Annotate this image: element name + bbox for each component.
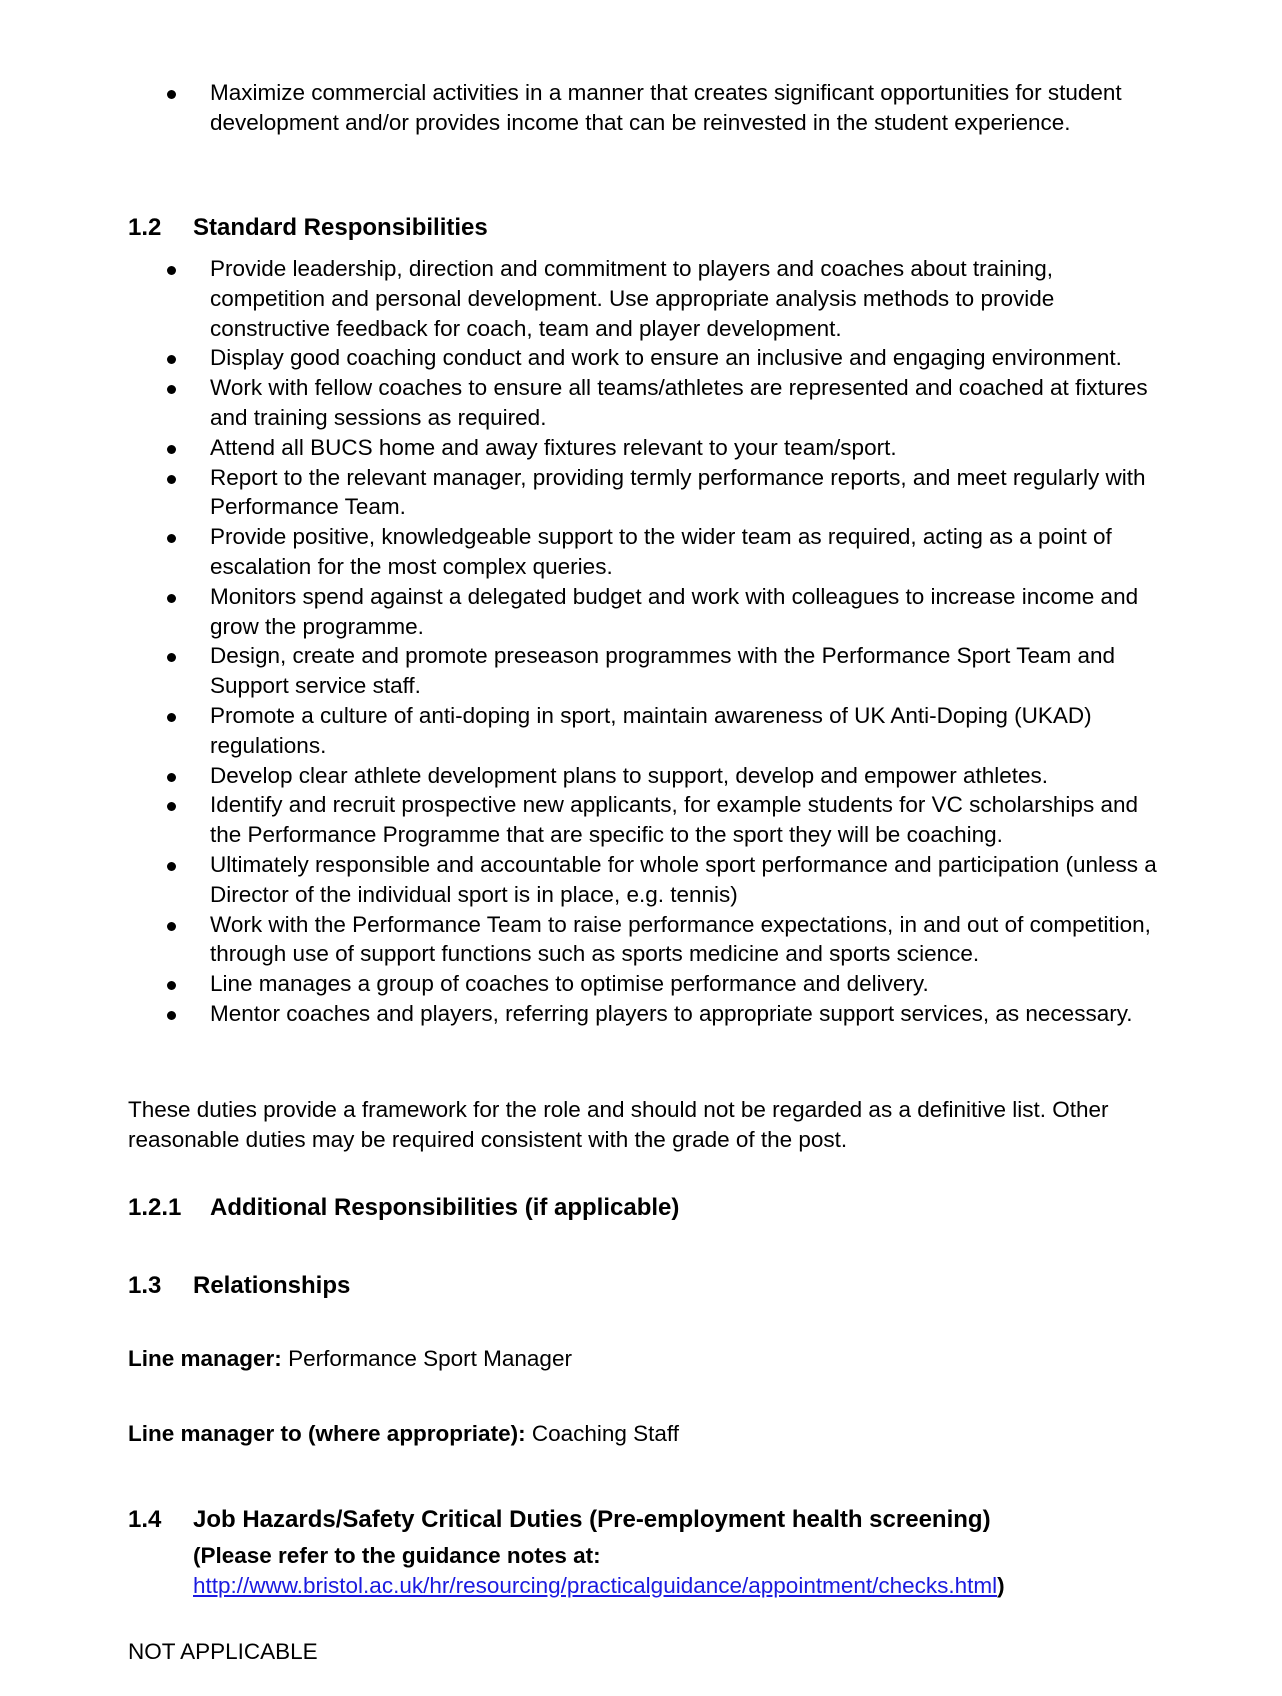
section-number: 1.3 — [128, 1272, 162, 1299]
bullet-dot-icon — [167, 475, 176, 484]
line-manager-to-value: Coaching Staff — [531, 1421, 680, 1446]
bullet-item — [167, 522, 1167, 582]
bullet-text: Provide leadership, direction and commitment to players and coaches about training, competition and personal development. Use appropriate analysis methods to provide constructive feedback for coach, team and player development. — [210, 256, 1055, 341]
bullet-item — [167, 78, 1167, 138]
bullet-text: Monitors spend against a delegated budget and work with colleagues to increase income and grow the programme. — [210, 583, 1139, 639]
guidance-close-paren: ) — [997, 1573, 1005, 1598]
bullet-dot-icon — [167, 355, 176, 364]
guidance-note — [193, 1541, 1005, 1601]
bullet-item — [167, 582, 1167, 642]
guidance-link[interactable]: http://www.bristol.ac.uk/hr/resourcing/practicalguidance/appointment/checks.html — [193, 1573, 998, 1598]
bullet-text: Develop clear athlete development plans to support, develop and empower athletes. — [210, 762, 1049, 788]
bullet-item — [167, 373, 1167, 433]
bullet-item — [167, 343, 1167, 373]
line-manager-row — [128, 1346, 572, 1372]
bullet-dot-icon — [167, 773, 176, 782]
duties-framework-paragraph: These duties provide a framework for the role and should not be regarded as a definitive list. Other reasonable duties may be required consistent with the grade of the post. — [128, 1097, 1109, 1152]
bullet-text: Report to the relevant manager, providing termly performance reports, and meet regularly with Performance Team. — [210, 464, 1146, 520]
bullet-dot-icon — [167, 1011, 176, 1020]
section-title: Relationships — [193, 1272, 351, 1299]
section-title: Job Hazards/Safety Critical Duties (Pre-employment health screening) — [193, 1506, 991, 1533]
bullet-text: Ultimately responsible and accountable for whole sport performance and participation (unless a Director of the individual sport is in place, e.g. tennis) — [210, 851, 1157, 907]
bullet-item — [167, 701, 1167, 761]
bullet-dot-icon — [167, 713, 176, 722]
bullet-item — [167, 641, 1167, 701]
section-title: Standard Responsibilities — [193, 214, 488, 241]
bullet-dot-icon — [167, 385, 176, 394]
bullet-text: Maximize commercial activities in a manner that creates significant opportunities for student development and/or provides income that can be reinvested in the student experience. — [210, 80, 1122, 135]
bullet-dot-icon — [167, 266, 176, 275]
section-number: 1.2.1 — [128, 1194, 182, 1221]
bullet-text: Attend all BUCS home and away fixtures relevant to your team/sport. — [210, 434, 897, 460]
bullet-item — [167, 433, 1167, 463]
section-heading-1-3 — [128, 1272, 350, 1300]
bullet-text: Display good coaching conduct and work to ensure an inclusive and engaging environment. — [210, 345, 1122, 371]
section-number: 1.4 — [128, 1506, 162, 1533]
bullet-item — [167, 790, 1167, 850]
section-heading-1-4 — [128, 1506, 991, 1534]
section-heading-1-2 — [128, 214, 488, 242]
section-number: 1.2 — [128, 214, 162, 241]
bullet-dot-icon — [167, 534, 176, 543]
bullet-dot-icon — [167, 90, 176, 99]
bullet-text: Line manages a group of coaches to optimise performance and delivery. — [210, 971, 929, 997]
section-heading-1-2-1 — [128, 1194, 679, 1222]
bullet-text: Provide positive, knowledgeable support to the wider team as required, acting as a point of escalation for the most complex queries. — [210, 524, 1112, 579]
bullet-item — [167, 910, 1167, 970]
bullet-item — [167, 969, 1167, 999]
bullet-item — [167, 761, 1167, 791]
bullet-text: Work with fellow coaches to ensure all teams/athletes are represented and coached at fixtures and training sessions as required. — [210, 375, 1148, 430]
bullet-item — [167, 999, 1167, 1029]
bullet-dot-icon — [167, 594, 176, 603]
bullet-dot-icon — [167, 862, 176, 871]
line-manager-label: Line manager: — [128, 1346, 282, 1371]
bullet-dot-icon — [167, 653, 176, 662]
bullet-text: Promote a culture of anti-doping in sport, maintain awareness of UK Anti-Doping (UKAD) regulations. — [210, 702, 1092, 758]
line-manager-to-row — [128, 1421, 679, 1447]
bullet-item — [167, 254, 1167, 343]
guidance-text: (Please refer to the guidance notes at: — [193, 1543, 601, 1568]
bullet-dot-icon — [167, 922, 176, 931]
standard-responsibilities-list — [167, 254, 1167, 1029]
bullet-text: Design, create and promote preseason programmes with the Performance Sport Team and Support service staff. — [210, 643, 1116, 699]
intro-bullet-list — [167, 78, 1167, 138]
bullet-dot-icon — [167, 981, 176, 990]
hazard-status: NOT APPLICABLE — [128, 1639, 318, 1664]
bullet-text: Identify and recruit prospective new applicants, for example students for VC scholarships and the Performance Programme that are specific to the sport they will be coaching. — [210, 792, 1138, 848]
line-manager-to-label: Line manager to (where appropriate): — [128, 1421, 526, 1446]
bullet-item — [167, 463, 1167, 523]
bullet-text: Work with the Performance Team to raise performance expectations, in and out of competition, through use of support functions such as sports medicine and sports science. — [210, 911, 1151, 967]
line-manager-value: Performance Sport Manager — [288, 1346, 572, 1371]
bullet-text: Mentor coaches and players, referring players to appropriate support services, as necessary. — [210, 1000, 1133, 1026]
bullet-dot-icon — [167, 445, 176, 454]
section-title: Additional Responsibilities (if applicable) — [210, 1194, 680, 1221]
bullet-dot-icon — [167, 802, 176, 811]
bullet-item — [167, 850, 1167, 910]
